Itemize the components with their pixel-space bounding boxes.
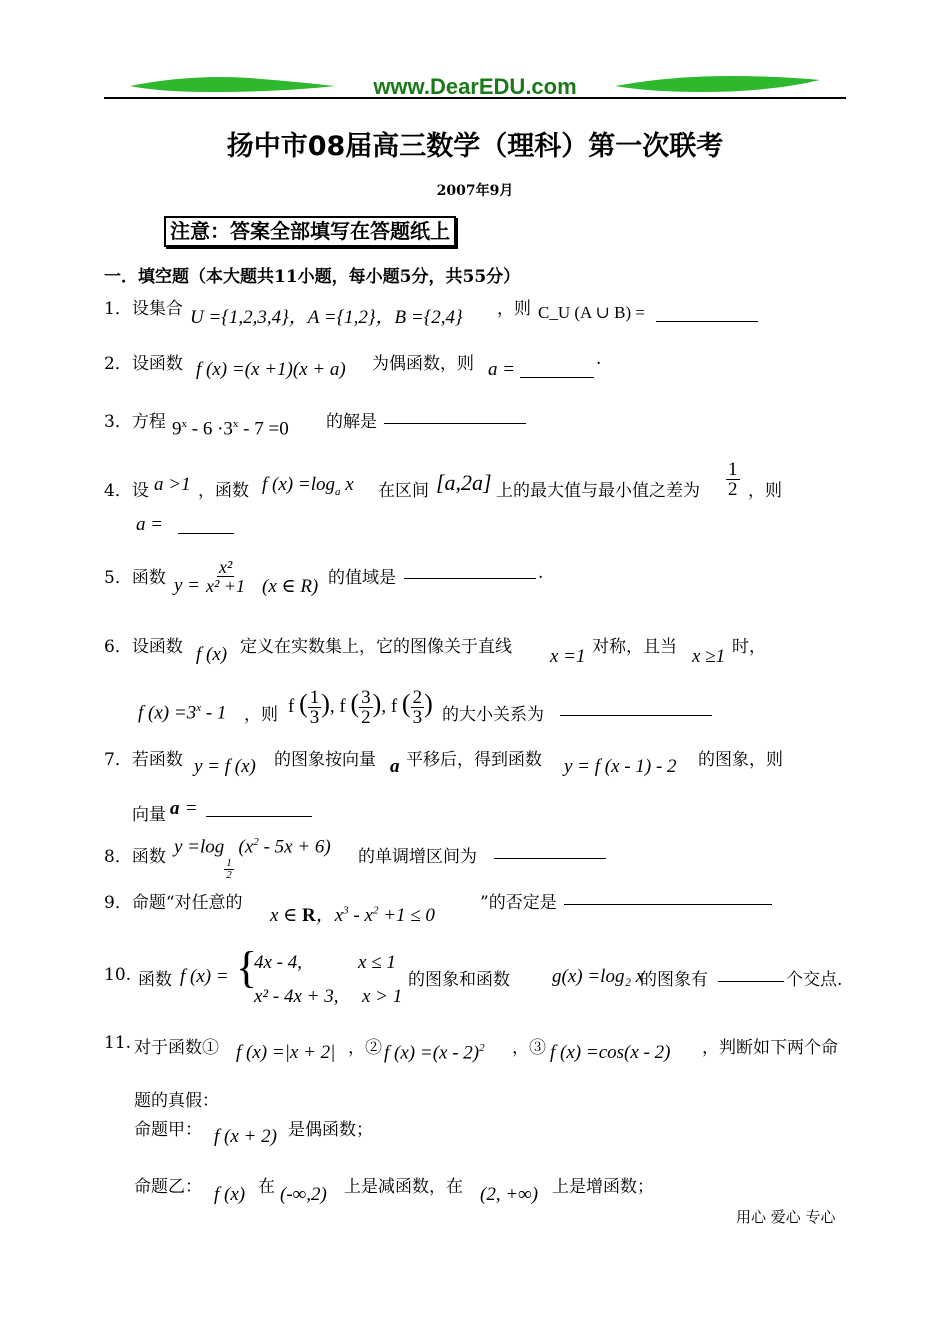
q10-t1: 的图象和函数 [408,970,510,990]
q1-mid: ，则 [497,299,531,319]
q11-t1: ，判断如下两个命 [702,1038,838,1058]
q10-cond1: x ≤ 1 [358,952,396,973]
q6-answer-blank[interactable] [560,699,712,716]
q7-t2: 平移后，得到函数 [406,750,542,770]
q10-f: f (x) = [180,966,229,987]
q1-text: 设集合 [131,299,183,319]
q5-text: 函数 [131,568,166,588]
q11-b-t3: 上是增函数； [552,1177,654,1197]
q7-vector: a [390,756,400,777]
q8-number: 8． [104,847,132,867]
q2-text: 设函数 [131,354,183,374]
q6-t3: 时， [732,637,766,657]
q11-b-i2: (2, +∞) [480,1184,539,1205]
q4-frac-den: 2 [728,479,738,500]
q2-expr: f (x) =(x +1)(x + a) [196,359,346,380]
q3-mid: 的解是 [326,412,377,432]
q11-b-t2: 上是减函数，在 [344,1177,463,1197]
q5-end: . [538,563,544,583]
q5-answer-blank[interactable] [404,562,536,579]
q4-text: 设 [131,481,149,501]
q8-text: 函数 [131,847,166,867]
q7-e2: y = f (x - 1) - 2 [564,756,677,777]
q6-l2t: ，则 [244,705,278,725]
q10-g: g(x) =log₂ x [552,966,645,987]
q8-answer-blank[interactable] [494,842,606,859]
q10-pre: 函数 [138,970,172,990]
q6-t1: 定义在实数集上，它的图像关于直线 [240,637,512,657]
q6-t2: 对称，且当 [592,637,677,657]
q11-b-label: 命题乙： [134,1177,202,1197]
q7-l2: 向量 [132,805,166,825]
q7-answer-blank[interactable] [206,800,312,817]
q10-brace: { [236,943,258,992]
q5-y: y = [174,575,201,596]
q10-answer-blank[interactable] [718,965,784,982]
q7-l2-vector: a [170,798,180,819]
q5-frac-den: x² +1 [206,576,246,596]
q9-answer-blank[interactable] [564,888,772,905]
q4-line2: a = [136,514,164,535]
q5-fraction [206,558,245,595]
q5-frac-num: x² [218,557,233,577]
q11-pre: 对于函数① [134,1038,219,1058]
q5-mid: 的值域是 [328,568,396,588]
q4-t3: 上的最大值与最小值之差为 [496,481,700,501]
q11-e3: f (x) =cos(x - 2) [550,1042,671,1063]
q6-x2: x ≥1 [692,646,726,667]
q7-text: 若函数 [131,750,183,770]
q4-f: f $(x) =\log_a$ x [262,474,354,498]
question-8 [104,842,166,867]
q6-l2expr: f $(x) =3^x - 1$ [138,702,227,724]
footer-slogan: 用心 爱心 专心 [736,1208,836,1226]
q1-expr: U ={1,2,3,4}，A ={1,2}，B ={2,4} [190,307,463,328]
q9-expr: x ∈ R，$x^3 - x^2 +1 \le 0$ [270,904,435,926]
q2-expr2: a = [488,359,516,380]
q4-t1: ，函数 [198,481,249,501]
q4-t2: 在区间 [378,481,429,501]
q4-fraction [726,460,740,499]
question-7 [104,745,183,770]
q7-number: 7． [104,750,132,770]
q11-e1: f (x) =|x + 2| [236,1042,336,1063]
q6-l2vals: f ( $\frac{1}{3}$ ), f ( $\frac{3}{2}$ ), f ( $\frac{2}{3}$ ) [288,687,433,728]
q10-case1: 4x - 4, [254,952,303,973]
section-heading: 一．填空题（本大题共11小题，每小题5分，共55分） [104,267,521,287]
q11-s3: ，③ [512,1038,546,1058]
question-6 [104,632,183,657]
question-2 [104,349,183,374]
q2-end: . [596,349,602,369]
q9-text: 命题“对任意的 [131,893,243,913]
q1-answer-blank[interactable] [656,305,758,322]
q1-number: 1． [104,299,132,319]
question-4 [104,476,149,501]
q9-number: 9． [104,893,132,913]
q10-t3: 个交点. [786,970,843,990]
q3-expr: $9^x - 6 \cdot 3^x - 7 =0$ [172,418,289,440]
q11-b-t1: 在 [258,1177,275,1197]
q8-mid: 的单调增区间为 [358,847,477,867]
site-name: www.DearEDU.com [373,74,577,99]
q11-a-text: 是偶函数； [288,1120,373,1140]
q10-t2: 的图象有 [640,970,708,990]
q7-l2-eq: = [186,798,197,819]
q4-a1: a >1 [154,474,191,495]
q1-expr2: C_U (A ∪ B) = [538,303,645,322]
q6-l2end: 的大小关系为 [442,705,544,725]
q11-a-expr: f (x + 2) [214,1126,277,1147]
q11-e2: f (x) =(x - 2)$^2$ [384,1042,485,1064]
notice-box: 注意：答案全部填写在答题纸上 [164,216,456,247]
q6-x1: x =1 [550,646,586,667]
q11-b-i1: (-∞,2) [280,1184,327,1205]
q10-case2: x² - 4x + 3, [254,986,339,1007]
q6-text: 设函数 [131,637,183,657]
q11-b-f: f (x) [214,1184,246,1205]
q2-number: 2． [104,354,132,374]
q7-e1: y = f (x) [194,756,256,777]
q11-number: 11. [104,1033,132,1053]
q9-mid: ”的否定是 [480,893,557,913]
q8-expr: y =log $\frac{1}{2}$ $(x^2 - 5x + 6)$ [174,836,331,882]
q4-interval: [a,2a] [436,470,492,495]
q5-number: 5． [104,568,132,588]
q6-f: f (x) [196,644,228,665]
q11-a-label: 命题甲： [134,1120,202,1140]
q7-t1: 的图象按向量 [274,750,376,770]
question-5 [104,563,166,588]
page-title: 扬中市08届高三数学（理科）第一次联考 [226,131,724,162]
question-9 [104,888,243,913]
q5-domain: (x ∈ R) [262,576,319,597]
q4-number: 4． [104,481,132,501]
q11-l2: 题的真假： [134,1091,219,1111]
q11-s2: ，② [348,1038,382,1058]
header-logo [130,72,820,100]
q4-answer-blank[interactable] [178,517,234,534]
q10-number: 10. [104,965,132,985]
header-rule [104,97,846,99]
q4-t4: ，则 [748,481,782,501]
q2-mid: 为偶函数，则 [372,354,474,374]
question-1 [104,294,183,319]
q3-answer-blank[interactable] [384,407,526,424]
q4-frac-num: 1 [728,459,738,480]
exam-date: 2007年9月 [436,183,514,199]
q2-answer-blank[interactable] [520,361,594,378]
question-3 [104,407,166,432]
q6-number: 6． [104,637,132,657]
q7-t3: 的图象，则 [698,750,783,770]
q3-text: 方程 [131,412,166,432]
q10-cond2: x > 1 [362,986,403,1007]
q3-number: 3． [104,412,132,432]
